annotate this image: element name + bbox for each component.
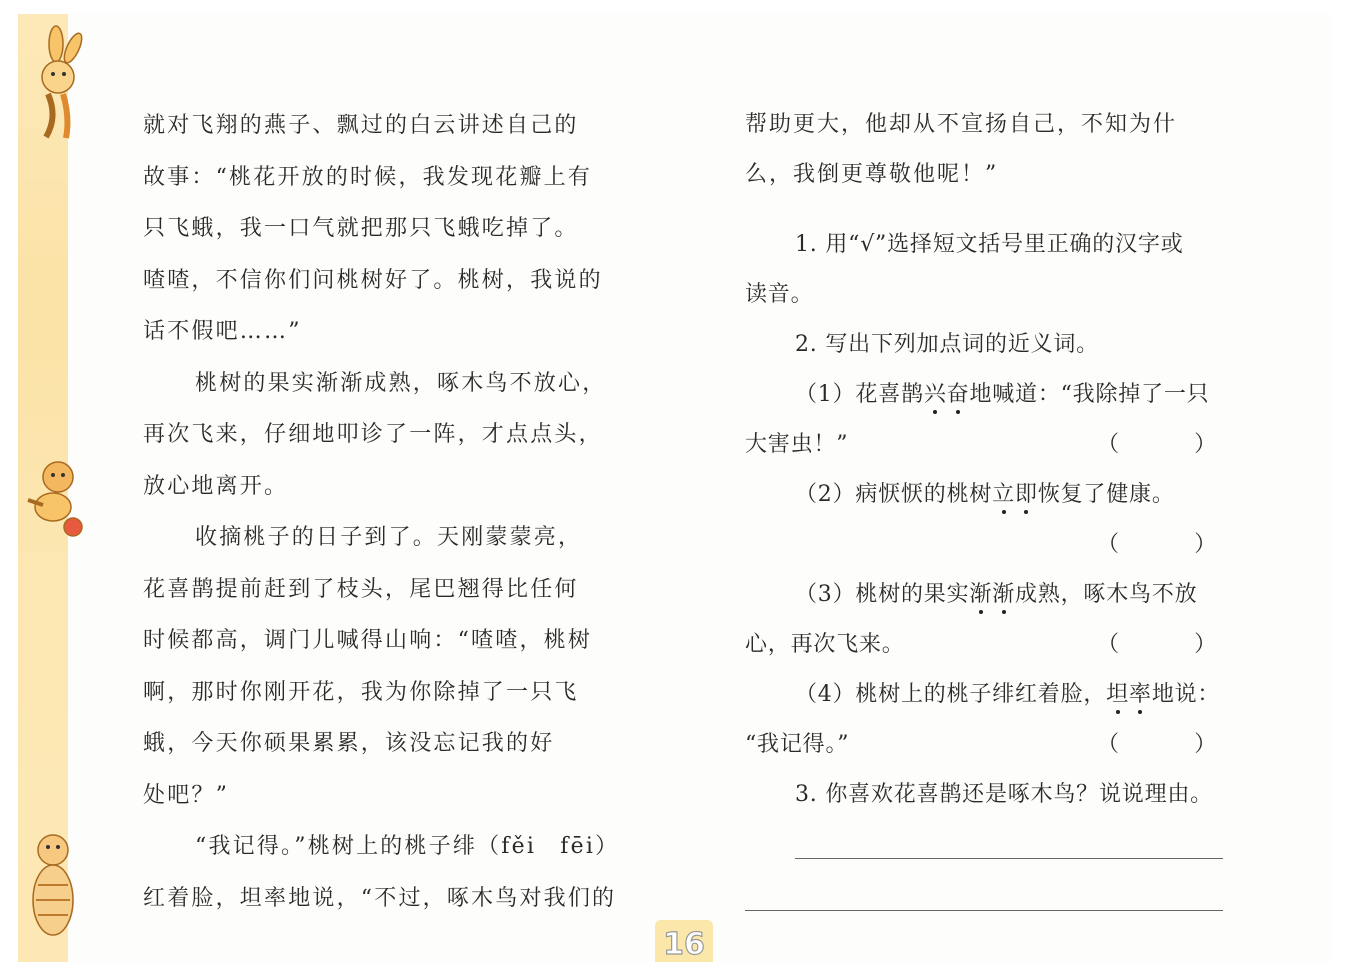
dotted-char: 坦: [1106, 670, 1129, 720]
story-line: 啊，那时你刚开花，我为你除掉了一只飞: [143, 679, 579, 705]
question-2-item-4-cont: “我记得。” （ ）: [745, 720, 1225, 770]
question-2-item-1-cont: 大害虫！” （ ）: [745, 420, 1225, 470]
page-number: 16: [655, 920, 713, 962]
answer-parentheses[interactable]: （ ）: [1097, 732, 1217, 757]
rabbit-mascot-icon: [18, 22, 88, 142]
answer-parentheses[interactable]: （ ）: [1097, 532, 1217, 557]
question-2: 2. 写出下列加点词的近义词。: [795, 332, 1099, 357]
story-line: 放心地离开。: [143, 473, 289, 499]
question-2-item-4: （4）桃树上的桃子绯红着脸，坦率地说：: [745, 670, 1225, 720]
question-2-item-3: （3）桃树的果实渐渐成熟，啄木鸟不放: [745, 570, 1225, 620]
tiger-mascot-icon: [18, 825, 88, 960]
dotted-char: 渐: [969, 570, 992, 620]
question-1-cont: 读音。: [745, 282, 814, 307]
answer-parentheses[interactable]: （ ）: [1097, 432, 1217, 457]
story-line: 桃树的果实渐渐成熟，啄木鸟不放心，: [195, 370, 607, 396]
question-2-item-2: （2）病恹恹的桃树立即恢复了健康。: [745, 470, 1225, 520]
dotted-char: 兴: [924, 370, 947, 420]
story-line: 帮助更大，他却从不宣扬自己，不知为什: [745, 112, 1178, 137]
story-line: 时候都高，调门儿喊得山响：“喳喳，桃树: [143, 628, 593, 653]
story-line: 收摘桃子的日子到了。天刚蒙蒙亮，: [195, 525, 583, 550]
monkey-mascot-icon: [18, 455, 88, 545]
story-line: 红着脸，坦率地说，“不过，啄木鸟对我们的: [143, 885, 617, 911]
dotted-char: 奋: [947, 370, 970, 420]
question-1: 1. 用“√”选择短文括号里正确的汉字或: [795, 232, 1184, 257]
question-3: 3. 你喜欢花喜鹊还是啄木鸟？说说理由。: [795, 782, 1213, 807]
story-line: 故事：“桃花开放的时候，我发现花瓣上有: [143, 164, 593, 190]
dotted-char: 渐: [992, 570, 1015, 620]
story-left-column: [143, 100, 623, 924]
exercise-right-column: [745, 100, 1225, 820]
story-line: 么，我倒更尊敬他呢！”: [745, 162, 999, 187]
answer-line[interactable]: [795, 858, 1223, 859]
story-line: 处吧？”: [143, 782, 230, 808]
question-2-item-2-answer: [745, 520, 1225, 570]
story-line: 喳喳，不信你们问桃树好了。桃树，我说的: [143, 267, 603, 293]
answer-line[interactable]: [745, 910, 1223, 911]
story-line: 蛾，今天你硕果累累，该没忘记我的好: [143, 731, 555, 756]
dotted-char: 立: [992, 470, 1015, 520]
story-line: “我记得。”桃树上的桃子绯（fěi fēi）: [195, 834, 620, 859]
dotted-char: 即: [1015, 470, 1038, 520]
answer-parentheses[interactable]: （ ）: [1097, 632, 1217, 657]
question-2-item-3-cont: 心，再次飞来。 （ ）: [745, 620, 1225, 670]
story-line: 话不假吧……”: [143, 319, 302, 344]
story-line: 只飞蛾，我一口气就把那只飞蛾吃掉了。: [143, 216, 579, 241]
story-line: 就对飞翔的燕子、飘过的白云讲述自己的: [143, 113, 579, 138]
question-2-item-1: （1）花喜鹊兴奋地喊道：“我除掉了一只: [745, 370, 1225, 420]
dotted-char: 率: [1129, 670, 1152, 720]
story-line: 花喜鹊提前赶到了枝头，尾巴翘得比任何: [143, 576, 579, 602]
story-line: 再次飞来，仔细地叩诊了一阵，才点点头，: [143, 422, 603, 447]
